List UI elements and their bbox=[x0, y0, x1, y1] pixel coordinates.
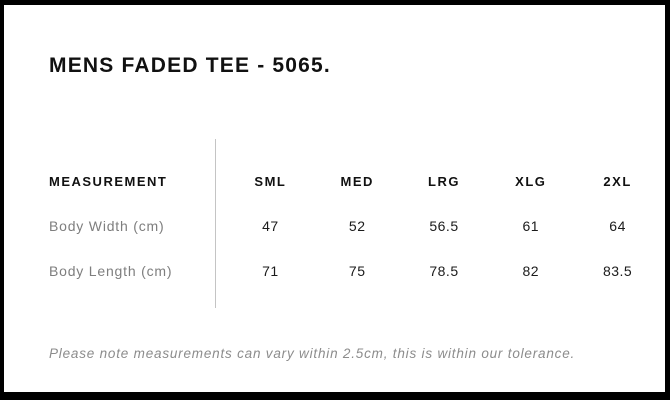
body-width-xlg: 61 bbox=[522, 218, 540, 234]
body-width-lrg: 56.5 bbox=[429, 218, 459, 234]
body-width-2xl: 64 bbox=[609, 218, 626, 234]
column-header-sml: SML bbox=[254, 173, 287, 189]
column-header-measurement: MEASUREMENT bbox=[49, 173, 168, 189]
column-header-lrg: LRG bbox=[428, 173, 460, 189]
table-header-row bbox=[49, 166, 661, 196]
row-label-body-width: Body Width (cm) bbox=[49, 218, 165, 234]
page-title: MENS FADED TEE - 5065. bbox=[49, 54, 331, 77]
row-label-body-length: Body Length (cm) bbox=[49, 263, 173, 279]
column-header-2xl: 2XL bbox=[603, 173, 632, 189]
table-row-body-length bbox=[49, 256, 661, 286]
size-guide-card bbox=[4, 5, 665, 392]
tolerance-note: Please note measurements can vary within 2.5cm, this is within our tolerance. bbox=[49, 346, 576, 361]
body-length-lrg: 78.5 bbox=[429, 263, 459, 279]
body-length-sml: 71 bbox=[262, 263, 279, 279]
column-header-med: MED bbox=[340, 173, 374, 189]
table-row-body-width bbox=[49, 211, 661, 241]
body-length-2xl: 83.5 bbox=[602, 263, 633, 279]
column-header-xlg: XLG bbox=[515, 173, 547, 189]
body-width-med: 52 bbox=[348, 218, 366, 234]
body-length-xlg: 82 bbox=[522, 263, 540, 279]
body-width-sml: 47 bbox=[262, 218, 279, 234]
body-length-med: 75 bbox=[348, 263, 366, 279]
